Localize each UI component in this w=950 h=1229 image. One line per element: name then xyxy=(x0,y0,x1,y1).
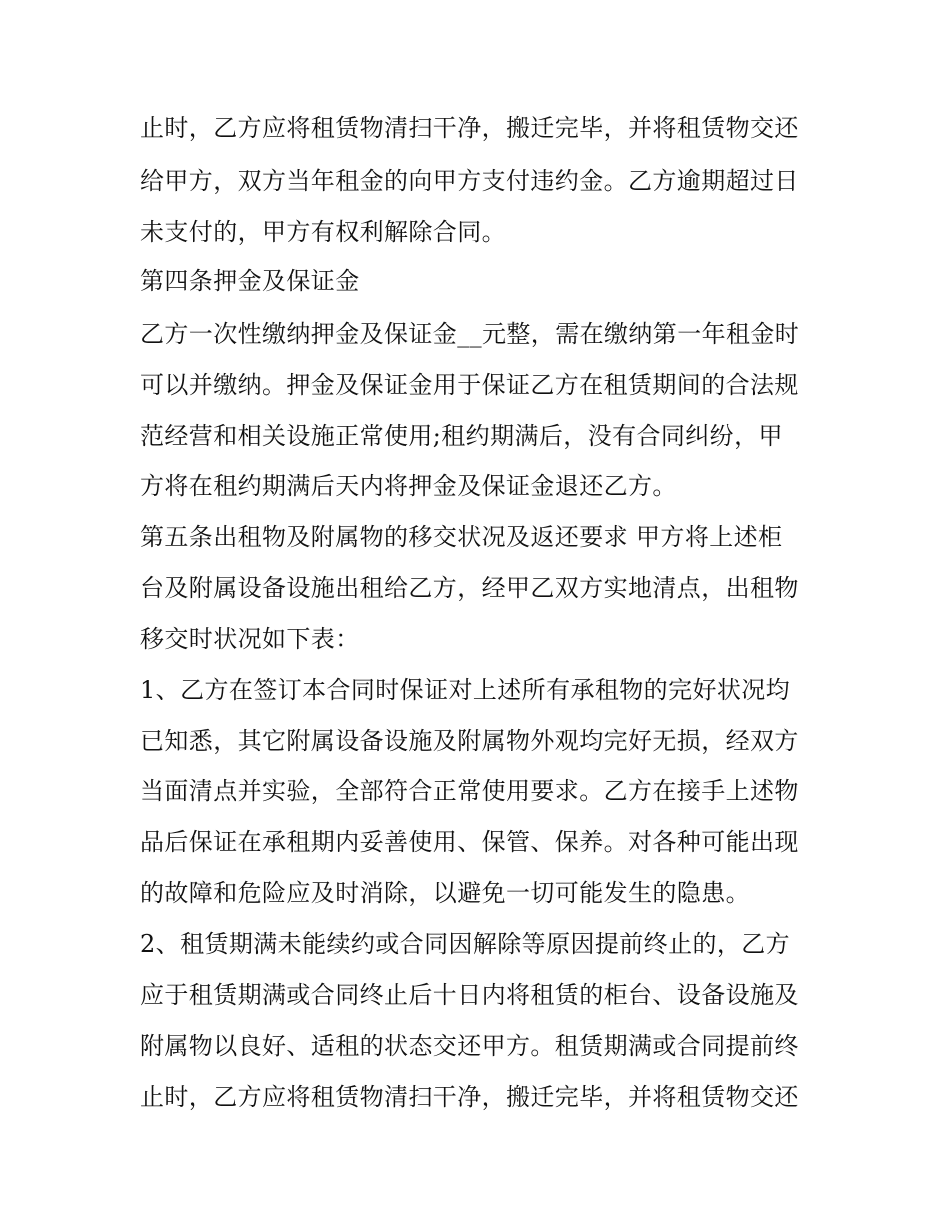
text-line: 未支付的，甲方有权利解除合同。 xyxy=(140,218,506,246)
text-line: 止时，乙方应将租赁物清扫干净，搬迁完毕，并将租赁物交还 xyxy=(140,1083,799,1111)
text-line: 乙方一次性缴纳押金及保证金__元整，需在缴纳第一年租金时 xyxy=(140,320,800,348)
text-line: 品后保证在承租期内妥善使用、保管、保养。对各种可能出现 xyxy=(140,828,799,856)
text-line: 方将在租约期满后天内将押金及保证金退还乙方。 xyxy=(140,472,677,500)
text-line: 2、租赁期满未能续约或合同因解除等原因提前终止的，乙方 xyxy=(140,930,791,958)
text-line: 给甲方，双方当年租金的向甲方支付违约金。乙方逾期超过日 xyxy=(140,167,799,195)
text-line: 应于租赁期满或合同终止后十日内将租赁的柜台、设备设施及 xyxy=(140,981,799,1009)
text-line: 附属物以良好、适租的状态交还甲方。租赁期满或合同提前终 xyxy=(140,1032,799,1060)
text-line: 可以并缴纳。押金及保证金用于保证乙方在租赁期间的合法规 xyxy=(140,371,799,399)
text-line: 1、乙方在签订本合同时保证对上述所有承租物的完好状况均 xyxy=(140,676,791,704)
text-line: 台及附属设备设施出租给乙方，经甲乙双方实地清点，出租物 xyxy=(140,574,799,602)
text-line: 已知悉，其它附属设备设施及附属物外观均完好无损，经双方 xyxy=(140,727,799,755)
text-line: 当面清点并实验，全部符合正常使用要求。乙方在接手上述物 xyxy=(140,777,799,805)
section-heading: 第五条出租物及附属物的移交状况及返还要求 甲方将上述柜 xyxy=(140,523,783,551)
text-line: 范经营和相关设施正常使用;租约期满后，没有合同纠纷，甲 xyxy=(140,422,783,450)
text-line: 移交时状况如下表： xyxy=(140,625,360,653)
section-heading: 第四条押金及保证金 xyxy=(140,267,360,295)
text-line: 止时，乙方应将租赁物清扫干净，搬迁完毕，并将租赁物交还 xyxy=(140,114,799,142)
text-line: 的故障和危险应及时消除，以避免一切可能发生的隐患。 xyxy=(140,879,750,907)
